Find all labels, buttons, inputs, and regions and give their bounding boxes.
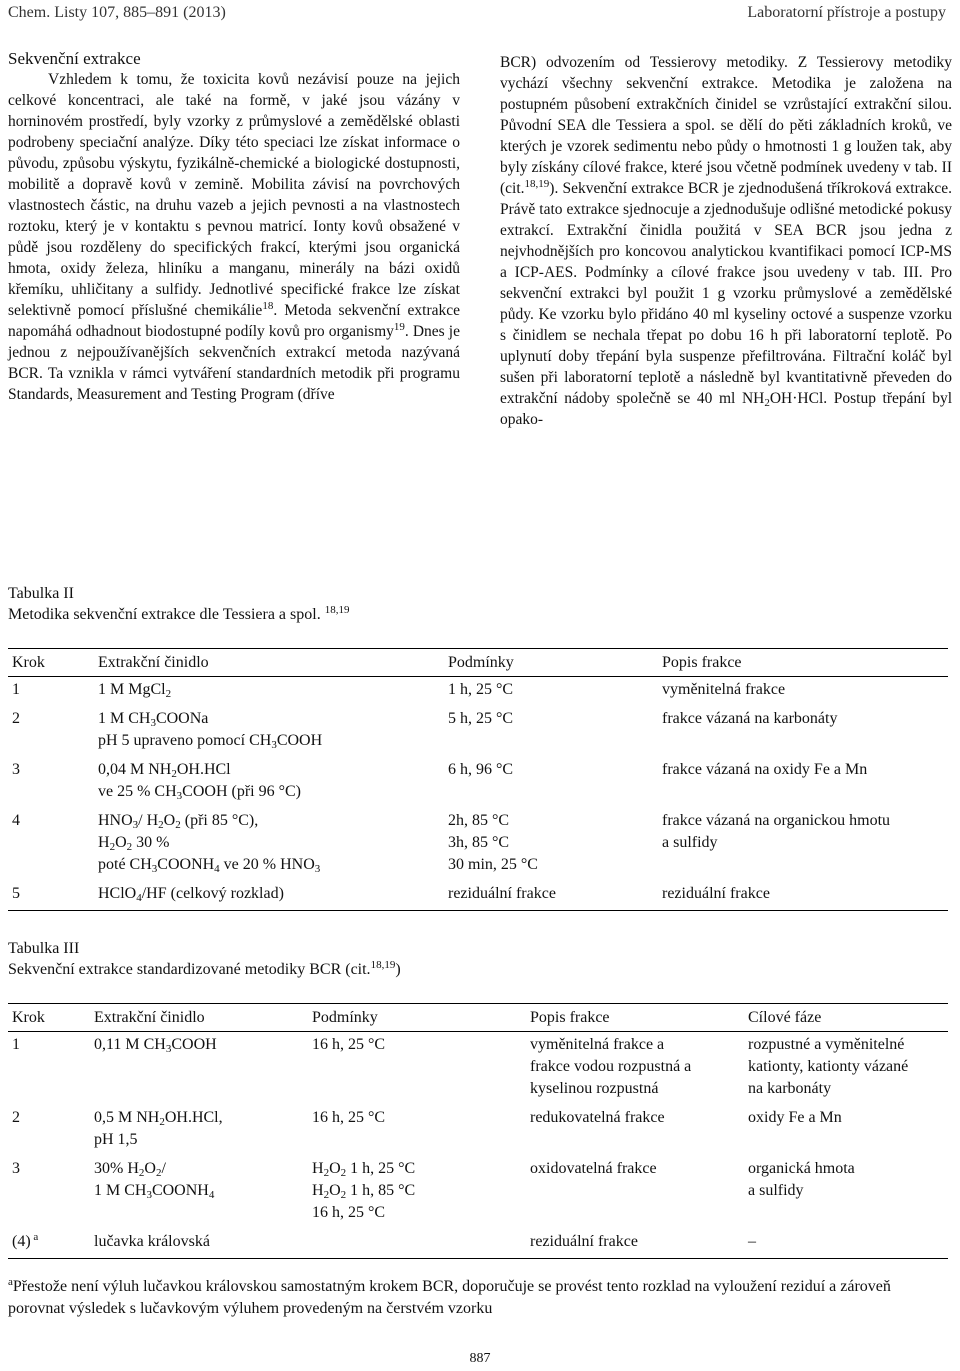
right-paragraph: BCR) odvozením od Tessierovy metodiky. Z Tessierovy metodiky vychází všechny sekvenční extrakce. Metodika je založena na postupném působení extrakčních činidel se vzrůstající extrakční silou. Původní SEA dle Tessiera a spol. se dělí do pěti základních kroků, ve kterých je vzorek sedimentu nebo půdy o hmotnosti 1 g loužen tak, aby byly získány cílové frakce, které jsou včetně podmínek uvedeny v tab. II (cit.$^{18,19}$). Sekvenční extrakce BCR je zjednodušená tříkroková extrakce. Právě tato extrakce sjednocuje a zjednodušuje odlišné metodické pokusy extrakcí. Extrakční činidla použitá v SEA BCR jsou jedna z nejvhodnějších pro koncovou analytickou kvantifikaci pomocí ICP-MS a ICP-AES. Podmínky a cílové frakce jsou uvedeny v tab. III. Pro sekvenční extrakci byl použit 1 g vzorku průmyslové a zemědělské půdy. Ke vzorku bylo přidáno 40 ml kyseliny octové a suspenze vzorku s činidlem se nechala třepat po dobu 16 h při laboratorní teplotě. Po uplynutí doby třepání byla suspenze přefiltrována. Filtrační koláč byl sušen při laboratorní teplotě a následně byl kvantitativně převeden do extrakční nádoby společně se 40 ml $NH_2OH\cdot HCl$. Postup třepání byl opako-: [500, 54, 953, 428]
citation-ref: 18,19: [524, 178, 550, 190]
table-row: [8, 757, 948, 808]
table-cell-cinidlo: lučavka královská: [90, 1229, 308, 1259]
column-header: Popis frakce: [526, 1004, 744, 1032]
column-header: Cílové fáze: [744, 1004, 948, 1032]
table-cell-popis: oxidovatelná frakce: [530, 1160, 657, 1177]
table-cell-krok: 4: [12, 812, 20, 829]
table-row: [8, 808, 948, 881]
footnote-mark: a: [8, 1276, 13, 1288]
left-column: [8, 48, 460, 405]
column-header: Podmínky: [308, 1004, 526, 1032]
citation-ref: 19: [393, 321, 405, 333]
table-footnote: $^a$Přestože není výluh lučavkou královskou samostatným krokem BCR, doporučuje se provést tento rozklad na vyloužení reziduí a zároveň porovnat výsledek s lučavkovým výluhem provedeným na čerstvém vzorku: [8, 1276, 891, 1317]
page-number: 887: [469, 1351, 491, 1366]
table-cell-podminky: 6 h, 96 °C: [448, 761, 514, 778]
running-header: [0, 0, 960, 30]
table2-title: Metodika sekvenční extrakce dle Tessiera a spol. $^{18,19}$: [8, 604, 350, 623]
right-column: [500, 52, 952, 430]
table-cell-podminky: 2h, 85 °C 3h, 85 °C 30 min, 25 °C: [448, 812, 538, 873]
table-cell-cinidlo: 1 M MgCl$_2$: [98, 681, 172, 700]
table-cell-podminky: 16 h, 25 °C: [312, 1036, 386, 1053]
table-cell-popis: reziduální frakce: [658, 881, 948, 911]
table-cell-krok: 1: [12, 681, 20, 698]
table-cell-cinidlo: $HNO_3/$ $H_2O_2$ (při 85 °C), $H_2O_2$ 30 % poté $CH_3COONH_4$ ve 20 % $HNO_3$: [98, 812, 321, 875]
table-cell-popis: vyměnitelná frakce: [662, 681, 786, 698]
table-cell-popis: vyměnitelná frakce a frakce vodou rozpustná a kyselinou rozpustná: [530, 1036, 692, 1097]
table-cell-krok: 3: [12, 1160, 20, 1177]
table-cell-krok: 3: [12, 761, 20, 778]
table2: [8, 648, 948, 911]
table2-label: Tabulka II: [8, 585, 74, 602]
table-row: [8, 1105, 948, 1156]
column-header: Popis frakce: [658, 649, 948, 677]
table2-caption: [8, 583, 349, 625]
table-cell-faze: –: [744, 1229, 948, 1259]
table-cell-podminky: 1 h, 25 °C: [448, 681, 514, 698]
table-cell-cinidlo: 30% $H_2O_2/$ 1 M $CH_3COONH_4$: [94, 1160, 215, 1201]
column-header: Krok: [8, 649, 94, 677]
table-cell-krok: (4) $^a$: [8, 1229, 90, 1259]
table-cell-faze: oxidy Fe a Mn: [748, 1109, 842, 1126]
section-name: Laboratorní přístroje a postupy: [747, 4, 946, 21]
table-cell-faze: organická hmota a sulfidy: [748, 1160, 855, 1199]
table-row: [8, 881, 948, 911]
column-header: Extrakční činidlo: [90, 1004, 308, 1032]
column-header: Krok: [8, 1004, 90, 1032]
table-header-row: [8, 649, 948, 677]
table3: [8, 1003, 948, 1259]
left-paragraph: Vzhledem k tomu, že toxicita kovů nezávisí pouze na jejich celkové koncentraci, ale také na formě, v jaké jsou vázány v horninovém prostředí, byly vzorky z průmyslové a zemědělské oblasti podrobeny speciační analýze. Díky této speciaci lze získat informace o původu, způsobu výskytu, fyzikálně-chemické a biologické dostupnosti, mobilitě a dopravě kovů v zemině. Mobilita závisí na povrchových vlastnostech částic, na druhu vazeb a jejich pevnosti a na vlastnostech roztoku, který je v kontaktu s pevnou matricí. Ionty kovů obsažené v půdě jsou rozděleny do specifických frakcí, kterými jsou organická hmota, oxidy železa, hliníku a manganu, minerály na bázi oxidů křemíku, uhličitany a sulfidy. Jednotlivé specifické frakce lze získat selektivně pomocí příslušné chemikálie$^{18}$. Metoda sekvenční extrakce napomáhá odhadnout biodostupné podíly kovů pro organismy$^{19}$. Dnes je jednou z nejpoužívanějších sekvenčních extrakcí metoda nazývaná BCR. Ta vznikla v rámci vytváření standardních metodik při programu Standards, Measurement and Testing Program (dříve: [8, 71, 461, 403]
table-cell-krok: 2: [12, 710, 20, 727]
table3-caption: [8, 938, 401, 980]
table-cell-krok: 5: [8, 881, 94, 911]
table-cell-popis: redukovatelná frakce: [530, 1109, 665, 1126]
table-row: [8, 677, 948, 707]
table-cell-podminky: reziduální frakce: [444, 881, 658, 911]
table-cell-faze: rozpustné a vyměnitelné kationty, kationty vázané na karbonáty: [748, 1036, 909, 1097]
column-header: Podmínky: [444, 649, 658, 677]
table-cell-cinidlo: HClO$_4$/HF (celkový rozklad): [94, 881, 444, 911]
table-cell-cinidlo: 1 M $CH_3COONa$ pH 5 upraveno pomocí $CH_3COOH$: [98, 710, 323, 751]
table-row: [8, 1156, 948, 1229]
footnote-mark: a: [30, 1231, 39, 1243]
table3-label: Tabulka III: [8, 940, 80, 957]
table-cell-podminky: 16 h, 25 °C: [312, 1109, 386, 1126]
table-cell-krok: 1: [12, 1036, 20, 1053]
table-cell-podminky: [308, 1229, 526, 1259]
table-header-row: [8, 1004, 948, 1032]
table-cell-popis: frakce vázaná na karbonáty: [662, 710, 838, 727]
table-cell-cinidlo: 0,11 M $CH_3COOH$: [94, 1036, 217, 1055]
table-cell-popis: frakce vázaná na oxidy Fe a Mn: [662, 761, 868, 778]
table-row: [8, 706, 948, 757]
column-header: Extrakční činidlo: [94, 649, 444, 677]
table-cell-cinidlo: 0,04 M $NH_2OH.HCl$ ve 25 % $CH_3COOH$ (při 96 °C): [98, 761, 301, 802]
journal-citation: Chem. Listy 107, 885–891 (2013): [8, 4, 226, 21]
table-cell-podminky: $H_2O_2$ 1 h, 25 °C $H_2O_2$ 1 h, 85 °C 16 h, 25 °C: [312, 1160, 416, 1221]
table3-title: Sekvenční extrakce standardizované metodiky BCR (cit.$^{18,19}$): [8, 959, 401, 978]
citation-ref: 18: [262, 300, 274, 312]
table-cell-popis: reziduální frakce: [526, 1229, 744, 1259]
table-cell-cinidlo: 0,5 M $NH_2OH.HCl$, pH 1,5: [94, 1109, 223, 1148]
table-row: [8, 1229, 948, 1259]
table-row: [8, 1032, 948, 1106]
table-cell-podminky: 5 h, 25 °C: [448, 710, 514, 727]
section-title: Sekvenční extrakce: [8, 49, 141, 68]
table-cell-krok: 2: [12, 1109, 20, 1126]
table-cell-popis: frakce vázaná na organickou hmotu a sulfidy: [662, 812, 891, 851]
